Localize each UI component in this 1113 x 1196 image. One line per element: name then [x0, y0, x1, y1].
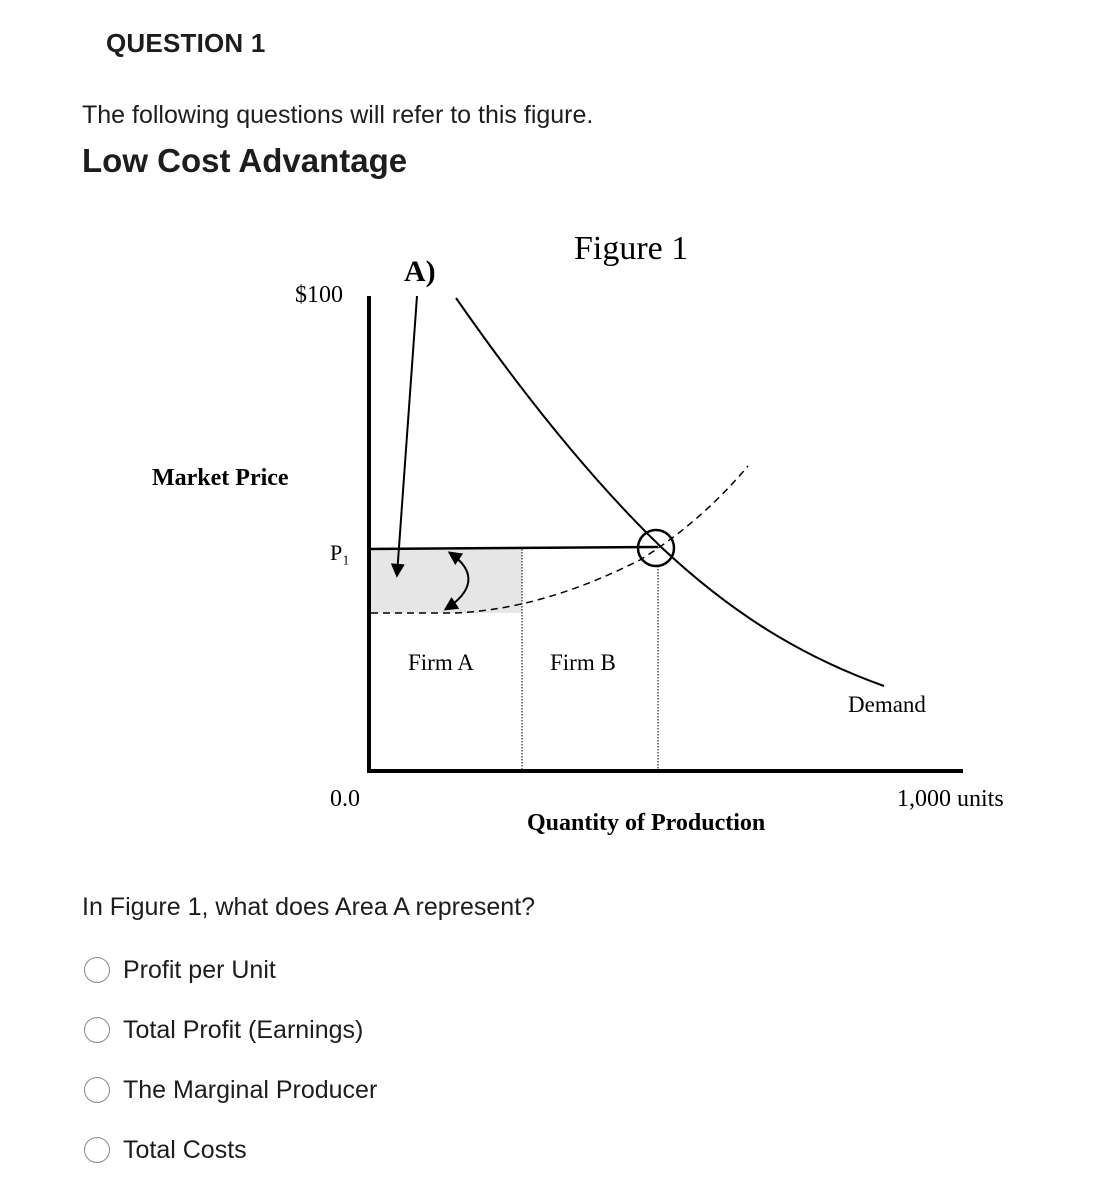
question-number: QUESTION 1	[106, 28, 266, 58]
firm-b-label: Firm B	[550, 650, 616, 675]
y-axis-top-tick: $100	[295, 282, 343, 308]
x-axis-end-tick: 1,000 units	[897, 786, 1004, 812]
figure-heading: Low Cost Advantage	[82, 142, 408, 179]
answer-option-label: Total Costs	[123, 1135, 247, 1164]
demand-curve	[456, 298, 884, 686]
answer-option-label: Profit per Unit	[123, 955, 276, 984]
question-intro: The following questions will refer to this figure.	[82, 101, 594, 129]
figure-caption: Figure 1	[574, 230, 689, 267]
answer-option[interactable]	[84, 1120, 377, 1180]
answer-option-label: Total Profit (Earnings)	[123, 1015, 364, 1044]
answer-options	[84, 940, 377, 1180]
area-a-pointer-arrow	[397, 296, 417, 575]
area-a-shading	[371, 549, 522, 613]
radio-button[interactable]	[84, 1017, 110, 1043]
answer-option-label: The Marginal Producer	[123, 1075, 378, 1104]
answer-option[interactable]	[84, 940, 377, 1000]
answer-option[interactable]	[84, 1060, 377, 1120]
demand-label: Demand	[848, 692, 926, 717]
radio-button[interactable]	[84, 1137, 110, 1163]
x-axis-label: Quantity of Production	[527, 810, 766, 836]
price-line	[371, 547, 658, 549]
radio-button[interactable]	[84, 1077, 110, 1103]
origin-tick: 0.0	[330, 786, 360, 812]
question-prompt: In Figure 1, what does Area A represent?	[82, 893, 536, 921]
firm-a-label: Firm A	[408, 650, 474, 675]
price-p1-tick: P₁	[330, 540, 350, 565]
answer-option[interactable]	[84, 1000, 377, 1060]
y-axis-label: Market Price	[152, 465, 289, 491]
radio-button[interactable]	[84, 957, 110, 983]
area-a-label: A)	[404, 255, 436, 288]
